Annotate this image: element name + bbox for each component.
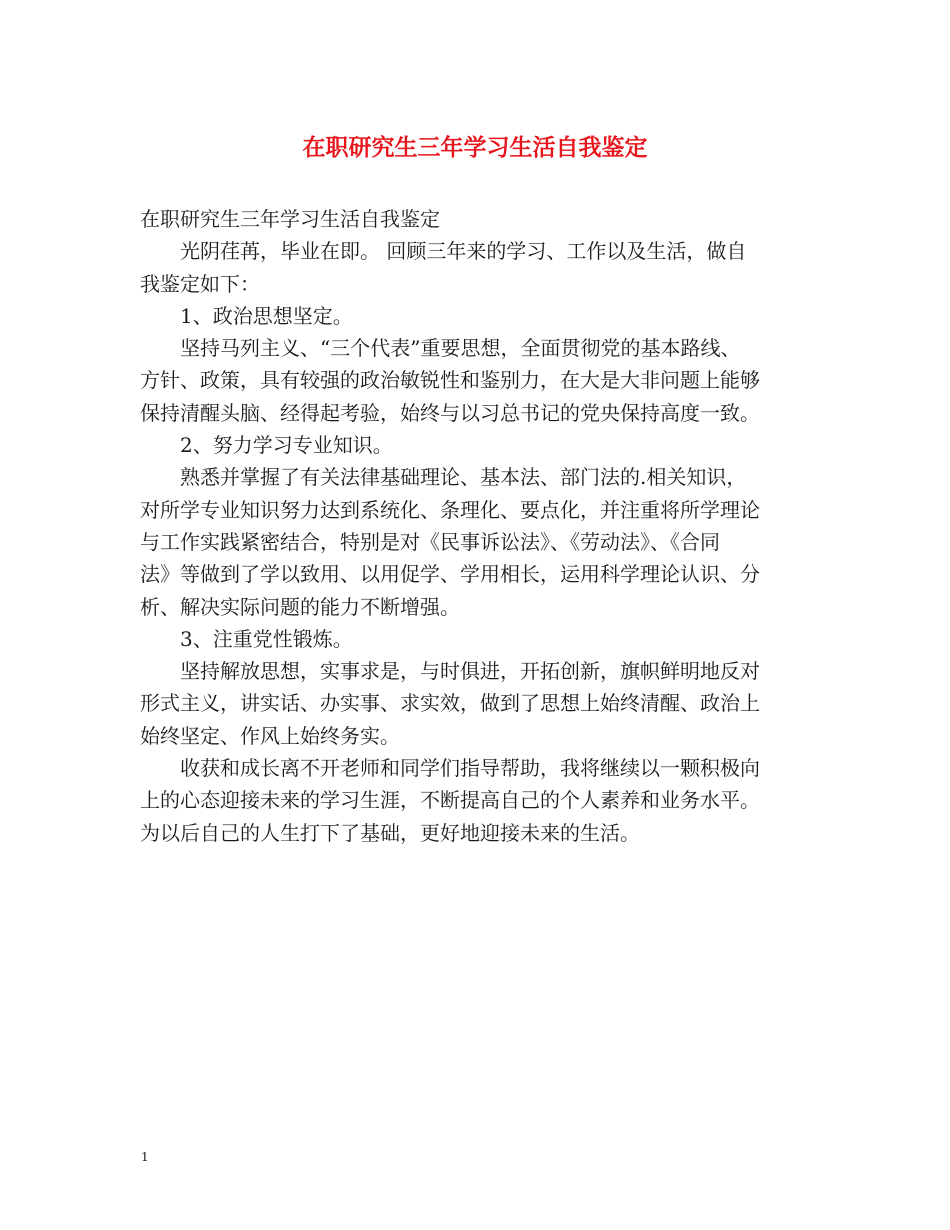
body-line-section1-3: 保持清醒头脑、经得起考验，始终与以习总书记的党央保持高度一致。 (140, 400, 760, 425)
body-line-subtitle: 在职研究生三年学习生活自我鉴定 (140, 207, 440, 231)
section-heading-3: 3、注重党性锻炼。 (180, 626, 353, 651)
body-line-section3-2: 形式主义，讲实话、办实事、求实效，做到了思想上始终清醒、政治上 (140, 691, 760, 716)
body-line-section1-1: 坚持马列主义、“三个代表”重要思想，全面贯彻党的基本路线、 (180, 336, 741, 361)
page-number: 1 (141, 1150, 149, 1164)
body-line-intro-1: 光阴荏苒，毕业在即。 回顾三年来的学习、工作以及生活，做自 (180, 239, 747, 264)
body-line-conclusion-2: 上的心态迎接未来的学习生涯，不断提高自己的个人素养和业务水平。 (140, 788, 760, 813)
body-line-section2-2: 对所学专业知识努力达到系统化、条理化、要点化，并注重将所学理论 (140, 497, 760, 522)
section-heading-2: 2、努力学习专业知识。 (180, 433, 393, 458)
body-line-section2-1: 熟悉并掌握了有关法律基础理论、基本法、部门法的.相关知识， (180, 465, 747, 490)
body-line-section2-3: 与工作实践紧密结合，特别是对《民事诉讼法》、《劳动法》、《合同 (140, 529, 720, 554)
body-line-section2-4: 法》等做到了学以致用、以用促学、学用相长，运用科学理论认识、分 (140, 562, 760, 587)
body-line-conclusion-3: 为以后自己的人生打下了基础，更好地迎接未来的生活。 (140, 820, 640, 845)
body-line-conclusion-1: 收获和成长离不开老师和同学们指导帮助，我将继续以一颗积极向 (180, 756, 760, 781)
body-line-section3-3: 始终坚定、作风上始终务实。 (140, 723, 400, 748)
document-title: 在职研究生三年学习生活自我鉴定 (302, 134, 648, 161)
section-heading-1: 1、政治思想坚定。 (180, 303, 353, 328)
body-line-section2-5: 析、解决实际问题的能力不断增强。 (140, 594, 460, 619)
body-line-intro-2: 我鉴定如下： (140, 271, 260, 296)
document-body (140, 203, 812, 849)
body-line-section3-1: 坚持解放思想，实事求是，与时俱进，开拓创新，旗帜鲜明地反对 (180, 659, 760, 684)
body-line-section1-2: 方针、政策，具有较强的政治敏锐性和鉴别力，在大是大非问题上能够 (140, 368, 760, 393)
